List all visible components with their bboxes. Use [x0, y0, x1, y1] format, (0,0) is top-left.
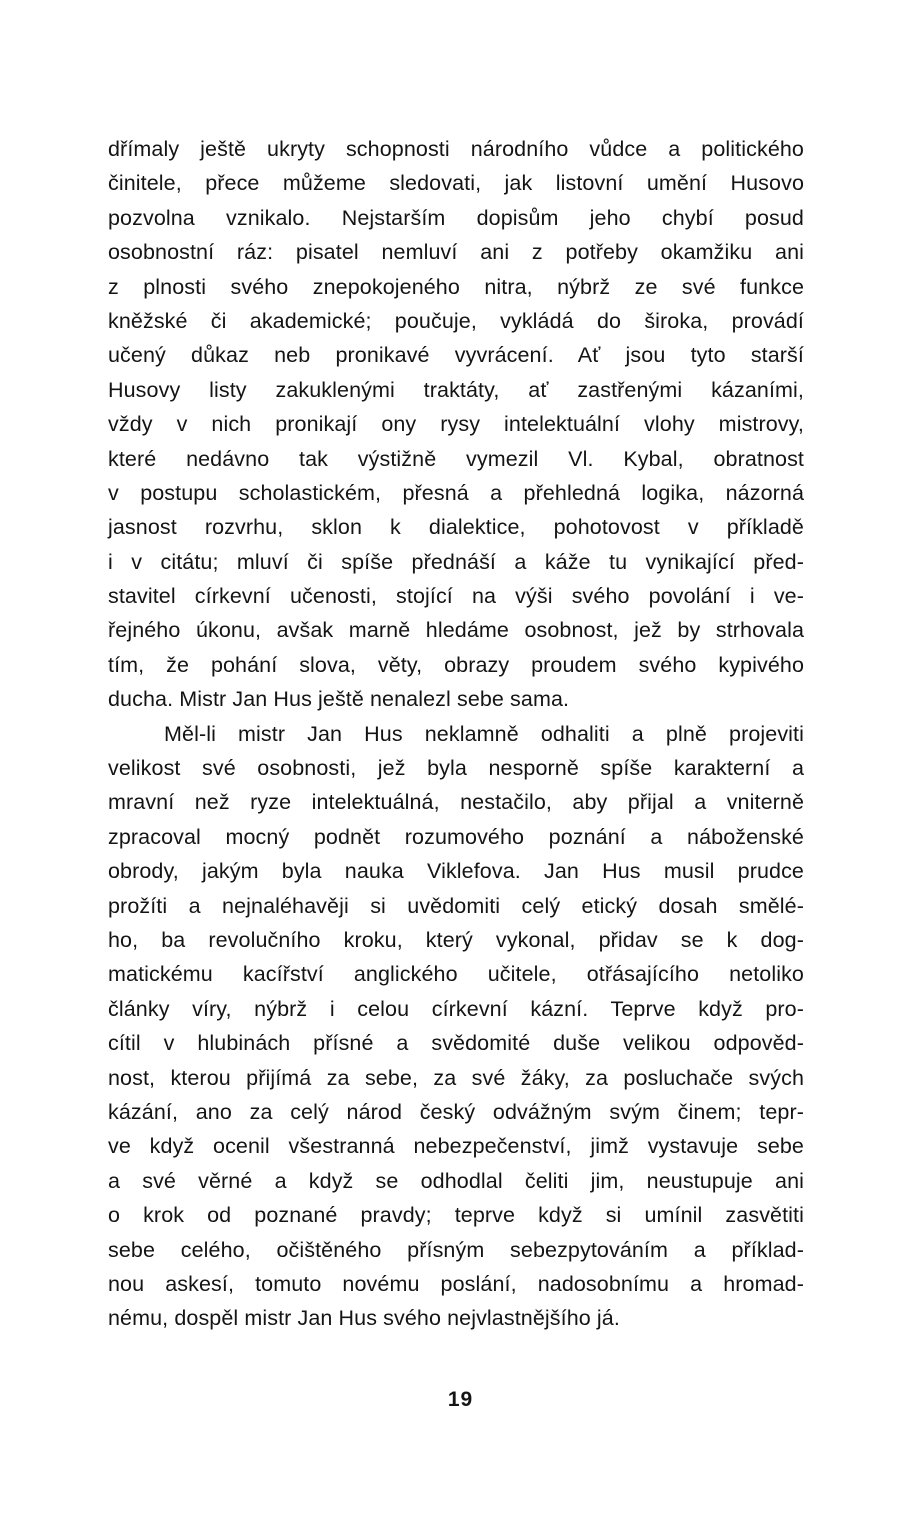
text-line: učený důkaz neb pronikavé vyvrácení. Ať jsou tyto starší — [108, 343, 804, 368]
text-line: Husovy listy zakuklenými traktáty, ať zastřenými kázaními, — [108, 377, 804, 402]
text-line: a své věrné a když se odhodlal čeliti jim, neustupuje ani — [108, 1168, 804, 1193]
text-line: nou askesí, tomuto novému poslání, nadosobnímu a hromad- — [108, 1271, 804, 1296]
text-line: ducha. Mistr Jan Hus ještě nenalezl sebe sama. — [108, 687, 570, 712]
text-line: které nedávno tak výstižně vymezil Vl. Kybal, obratnost — [108, 446, 804, 471]
text-line: stavitel církevní učenosti, stojící na výši svého povolání i ve- — [108, 584, 804, 609]
text-line: prožíti a nejnaléhavěji si uvědomiti celý etický dosah smělé- — [108, 893, 804, 918]
text-line: pozvolna vznikalo. Nejstarším dopisům jeho chybí posud — [108, 205, 804, 230]
text-line: osobnostní ráz: pisatel nemluví ani z potřeby okamžiku ani — [108, 240, 804, 265]
text-line: nému, dospěl mistr Jan Hus svého nejvlastnějšího já. — [108, 1306, 620, 1331]
text-line: i v citátu; mluví či spíše přednáší a káže tu vynikající před- — [108, 549, 804, 574]
page-number: 19 — [447, 1388, 474, 1411]
text-line: Měl-li mistr Jan Hus neklamně odhaliti a plně projeviti — [164, 721, 804, 746]
text-line: tím, že pohání slova, věty, obrazy proudem svého kypivého — [108, 652, 804, 677]
text-line: kněžské či akademické; poučuje, vykládá do široka, provádí — [108, 308, 804, 333]
text-line: kázání, ano za celý národ český odvážným svým činem; tepr- — [108, 1099, 804, 1124]
text-line: řejného úkonu, avšak marně hledáme osobnost, jež by strhovala — [108, 618, 804, 643]
paragraph-1 — [108, 132, 804, 717]
text-line: nost, kterou přijímá za sebe, za své žáky, za posluchače svých — [108, 1065, 804, 1090]
text-line: matickému kacířství anglického učitele, otřásajícího netoliko — [108, 962, 804, 987]
paragraph-2 — [108, 717, 804, 1336]
text-line: ve když ocenil všestranná nebezpečenství, jimž vystavuje sebe — [108, 1134, 804, 1159]
text-line: ho, ba revolučního kroku, který vykonal, přidav se k dog- — [108, 927, 804, 952]
text-line: o krok od poznané pravdy; teprve když si umínil zasvětiti — [108, 1203, 804, 1228]
text-line: činitele, přece můžeme sledovati, jak listovní umění Husovo — [108, 171, 804, 196]
text-line: v postupu scholastickém, přesná a přehledná logika, názorná — [108, 480, 804, 505]
text-line: z plnosti svého znepokojeného nitra, nýbrž ze své funkce — [108, 274, 804, 299]
body-text — [108, 132, 804, 1336]
text-line: cítil v hlubinách přísné a svědomité duše velikou odpověd- — [108, 1031, 804, 1056]
text-line: dřímaly ještě ukryty schopnosti národního vůdce a politického — [108, 137, 804, 161]
text-line: mravní než ryze intelektuálná, nestačilo, aby přijal a vniterně — [108, 790, 804, 815]
text-line: články víry, nýbrž i celou církevní kázní. Teprve když pro- — [108, 996, 804, 1021]
text-line: sebe celého, očištěného přísným sebezpytováním a příklad- — [108, 1237, 804, 1262]
text-line: velikost své osobnosti, jež byla nesporně spíše karakterní a — [108, 756, 804, 781]
text-line: vždy v nich pronikají ony rysy intelektuální vlohy mistrovy, — [108, 412, 804, 437]
text-line: zpracoval mocný podnět rozumového poznání a náboženské — [108, 824, 804, 849]
text-line: obrody, jakým byla nauka Viklefova. Jan Hus musil prudce — [108, 859, 804, 884]
text-line: jasnost rozvrhu, sklon k dialektice, pohotovost v příkladě — [108, 515, 804, 540]
